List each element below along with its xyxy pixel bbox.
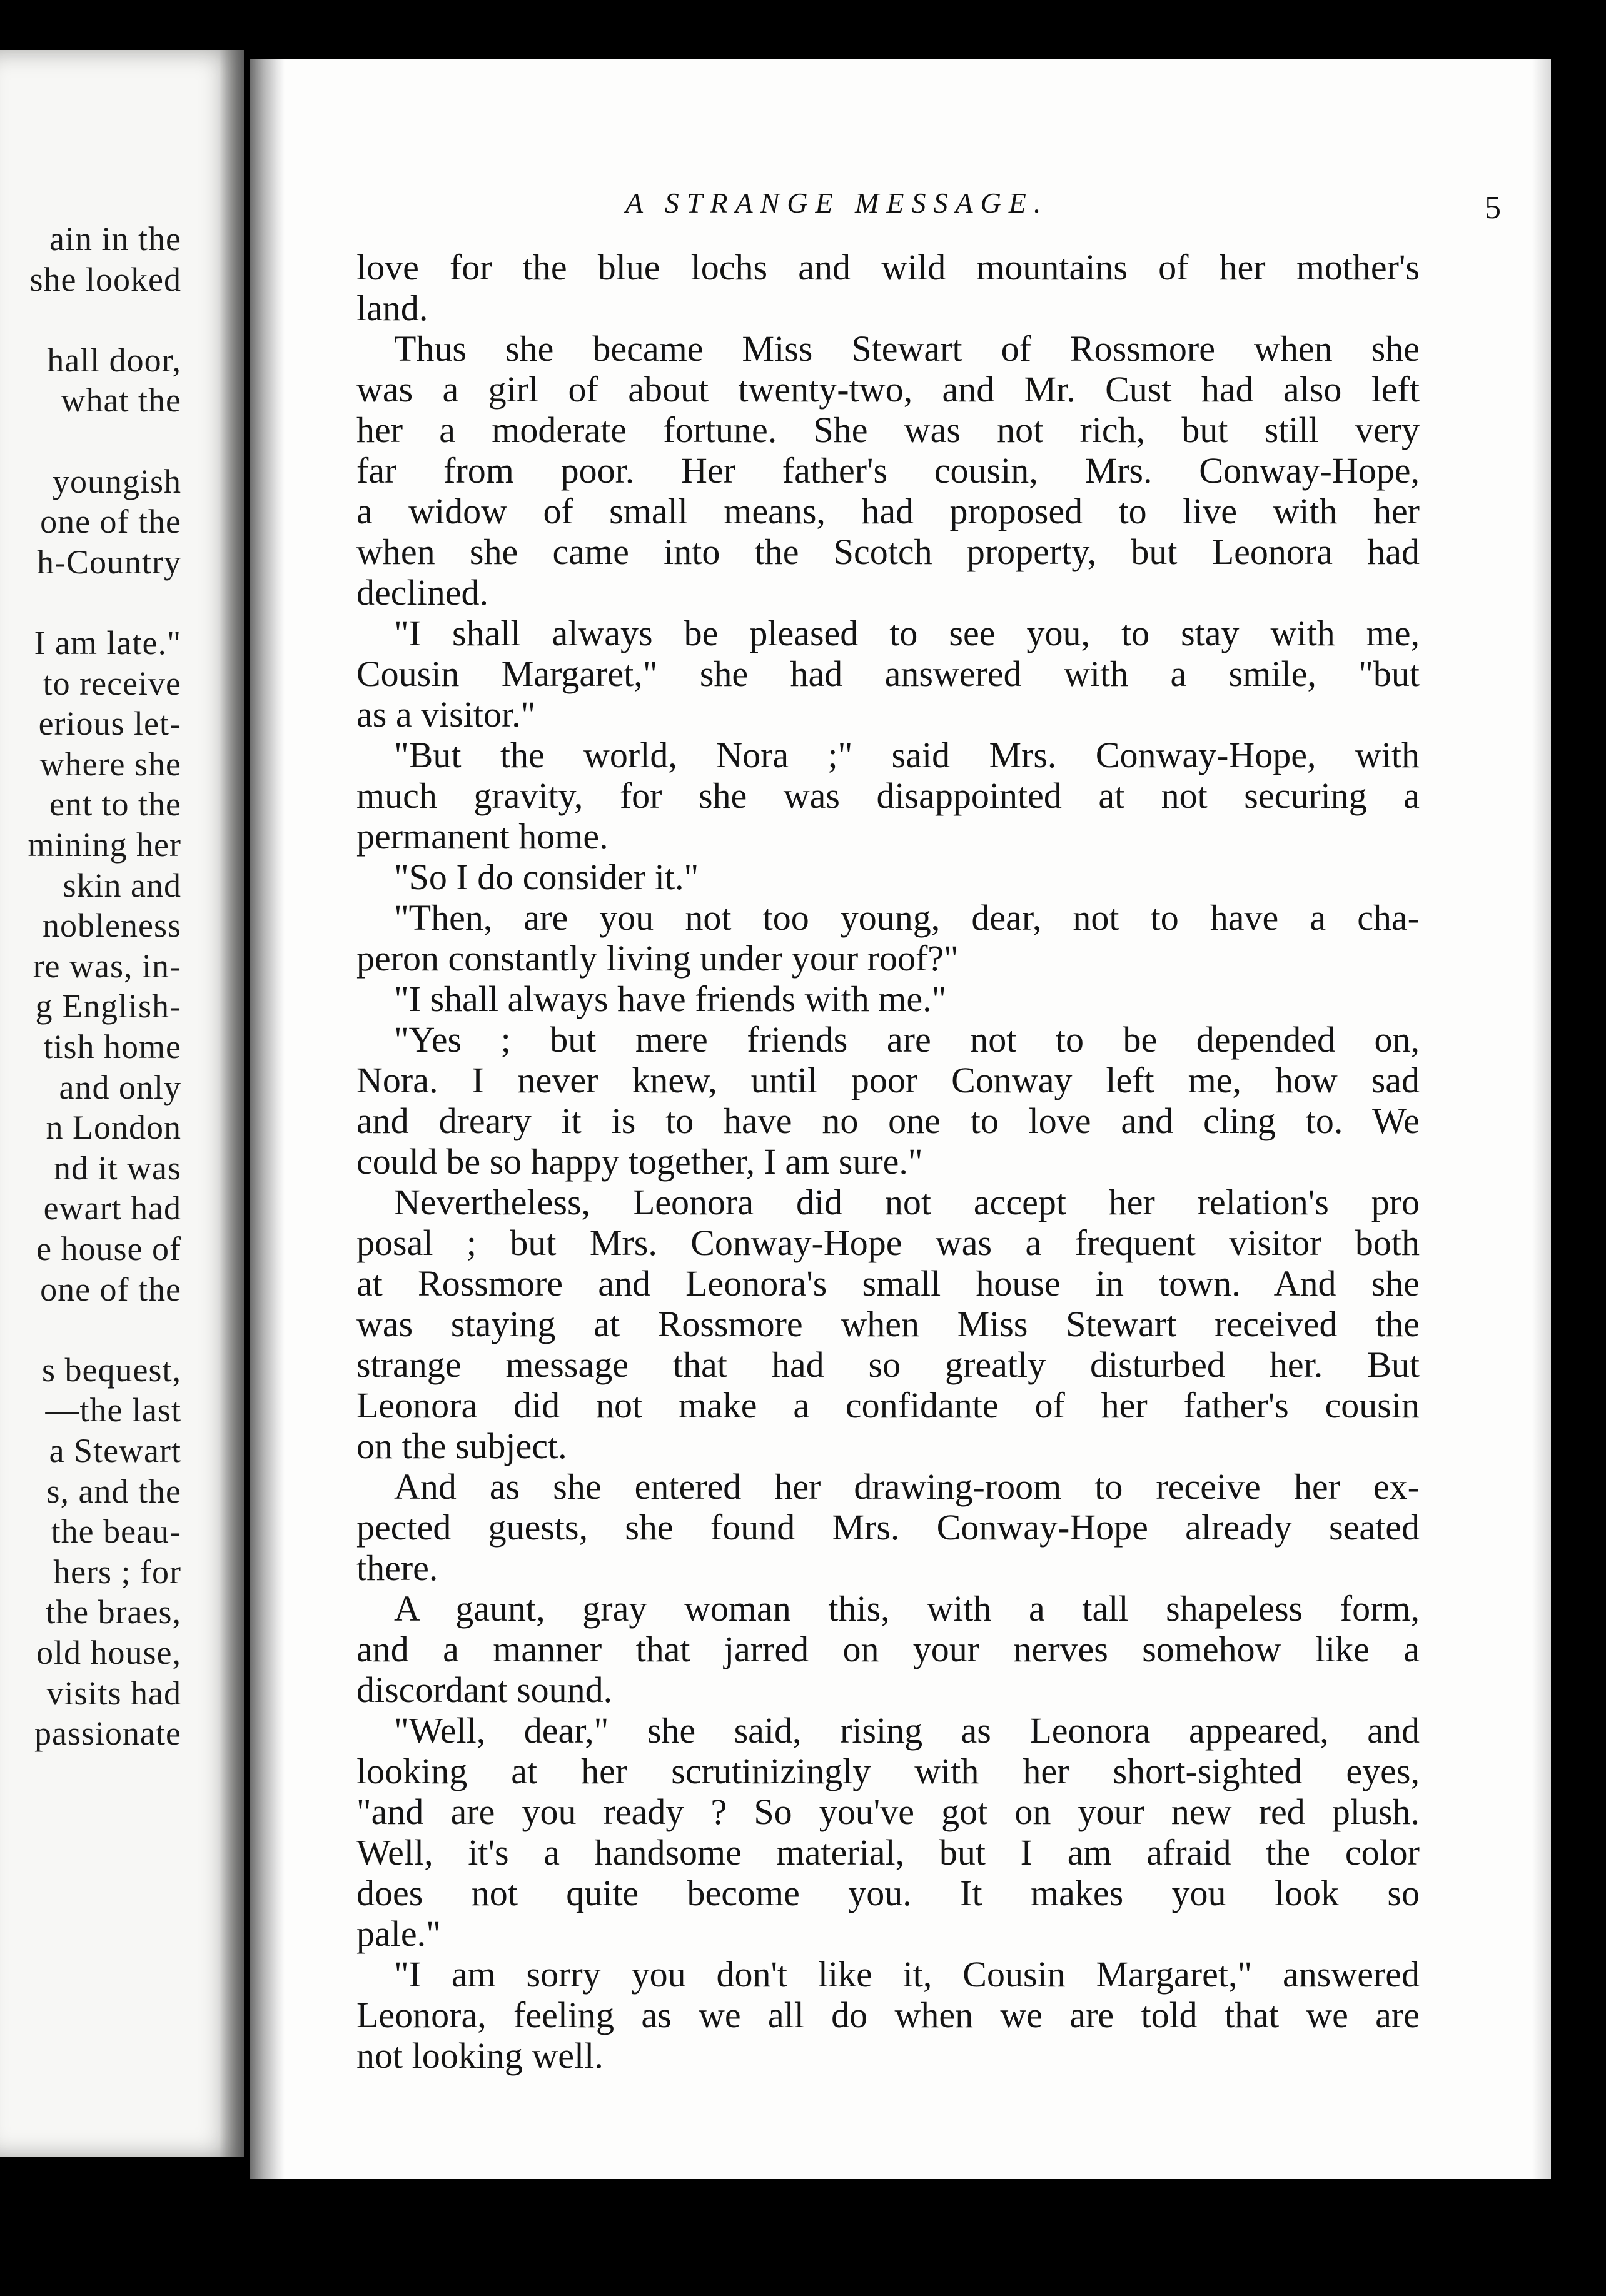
text-line: "I shall always have friends with me." (394, 979, 947, 1019)
text-line: "So I do consider it." (394, 857, 699, 897)
left-page-line: she looked (29, 260, 181, 298)
left-page (0, 50, 244, 2157)
left-page-line: what the (61, 381, 181, 420)
left-page-line: one of the (40, 1270, 181, 1308)
body-text (356, 247, 1420, 2076)
text-line: was a girl of about twenty-two, and Mr. Cust had also left (356, 369, 1420, 410)
text-line: pale." (356, 1913, 441, 1954)
left-page-line: the beau- (51, 1513, 181, 1551)
left-page-line: tish home (43, 1028, 181, 1065)
left-page-line: a Stewart (49, 1432, 181, 1469)
left-page-line: I am late." (34, 624, 181, 662)
text-line: land. (356, 288, 428, 328)
left-page-line: n London (46, 1109, 181, 1147)
text-line: and a manner that jarred on your nerves somehow like a (356, 1629, 1420, 1669)
left-page-line: ent to the (49, 785, 181, 823)
text-line: Nevertheless, Leonora did not accept her relation's pro (394, 1182, 1420, 1222)
running-title: A STRANGE MESSAGE. (625, 187, 1049, 219)
text-line: was staying at Rossmore when Miss Stewart received the (356, 1304, 1420, 1344)
page-number: 5 (1485, 190, 1501, 226)
text-line: there. (356, 1548, 438, 1588)
text-line: far from poor. Her father's cousin, Mrs. Conway-Hope, (356, 450, 1420, 491)
left-page-line: h-Country (37, 543, 181, 581)
text-line: Thus she became Miss Stewart of Rossmore when she (394, 328, 1420, 369)
text-line: "I am sorry you don't like it, Cousin Margaret," answered (394, 1954, 1420, 1995)
text-line: "Then, are you not too young, dear, not to have a cha- (394, 897, 1420, 938)
text-line: "But the world, Nora ;" said Mrs. Conway-Hope, with (394, 735, 1420, 775)
text-line: Cousin Margaret," she had answered with a smile, "but (356, 653, 1420, 694)
text-line: Leonora did not make a confidante of her father's cousin (356, 1385, 1420, 1426)
text-line: a widow of small means, had proposed to live with her (356, 491, 1420, 531)
text-line: And as she entered her drawing-room to receive her ex- (394, 1466, 1420, 1507)
text-line: "and are you ready ? So you've got on your new red plush. (356, 1791, 1420, 1832)
text-line: her a moderate fortune. She was not rich, but still very (356, 410, 1420, 450)
text-line: not looking well. (356, 2035, 604, 2076)
right-page (250, 59, 1551, 2179)
text-line: at Rossmore and Leonora's small house in town. And she (356, 1263, 1420, 1304)
book-spine-shadow (250, 59, 285, 2179)
text-line: when she came into the Scotch property, but Leonora had (356, 531, 1420, 572)
text-line: "Well, dear," she said, rising as Leonora appeared, and (394, 1710, 1420, 1751)
left-page-line: nobleness (43, 907, 181, 945)
text-line: discordant sound. (356, 1669, 613, 1710)
running-head (625, 184, 1501, 226)
text-line: Well, it's a handsome material, but I am afraid the color (356, 1832, 1420, 1873)
left-page-line: to receive (43, 664, 181, 702)
text-line: "Yes ; but mere friends are not to be depended on, (394, 1019, 1420, 1060)
left-page-line: —the last (45, 1391, 181, 1429)
left-page-line: youngish (52, 462, 181, 500)
text-line: Nora. I never knew, until poor Conway left me, how sad (356, 1060, 1420, 1100)
left-page-line: where she (39, 745, 181, 783)
left-page-line: g English- (35, 987, 181, 1025)
left-page-line: s bequest, (42, 1351, 181, 1389)
text-line: and dreary it is to have no one to love and cling to. We (356, 1100, 1420, 1141)
text-line: as a visitor." (356, 694, 536, 735)
text-line: posal ; but Mrs. Conway-Hope was a frequent visitor both (356, 1222, 1420, 1263)
left-page-gutter-shadow (219, 50, 244, 2157)
left-page-line: erious let- (38, 705, 181, 743)
left-page-line: e house of (36, 1230, 181, 1267)
left-page-line: visits had (46, 1674, 181, 1712)
left-page-line: ewart had (43, 1189, 181, 1227)
text-line: A gaunt, gray woman this, with a tall shapeless form, (394, 1588, 1420, 1629)
text-line: much gravity, for she was disappointed at not securing a (356, 775, 1420, 816)
text-line: permanent home. (356, 816, 609, 857)
text-line: looking at her scrutinizingly with her short-sighted eyes, (356, 1751, 1420, 1791)
text-line: pected guests, she found Mrs. Conway-Hope already seated (356, 1507, 1420, 1548)
left-page-line: s, and the (46, 1472, 181, 1510)
left-page-line: re was, in- (33, 947, 181, 985)
text-line: does not quite become you. It makes you look so (356, 1873, 1420, 1913)
text-line: peron constantly living under your roof?" (356, 938, 959, 979)
page-edge (1532, 59, 1551, 2179)
text-line: love for the blue lochs and wild mountains of her mother's (356, 247, 1420, 288)
left-page-line: and only (59, 1068, 181, 1106)
left-page-line: mining her (28, 826, 181, 864)
text-line: on the subject. (356, 1426, 567, 1466)
left-page-line: skin and (63, 866, 181, 904)
left-page-line: nd it was (54, 1149, 181, 1187)
left-page-line: hall door, (47, 341, 181, 379)
left-page-line: hers ; for (53, 1553, 181, 1591)
left-page-line: passionate (34, 1714, 181, 1753)
left-page-line: ain in the (49, 220, 181, 258)
left-page-line: the braes, (46, 1593, 181, 1631)
text-line: "I shall always be pleased to see you, to stay with me, (394, 613, 1420, 653)
left-page-line: old house, (36, 1634, 181, 1671)
text-line: strange message that had so greatly disturbed her. But (356, 1344, 1420, 1385)
text-line: declined. (356, 572, 488, 613)
left-page-line: one of the (40, 503, 181, 541)
text-line: Leonora, feeling as we all do when we are told that we are (356, 1995, 1420, 2035)
text-line: could be so happy together, I am sure." (356, 1141, 923, 1182)
